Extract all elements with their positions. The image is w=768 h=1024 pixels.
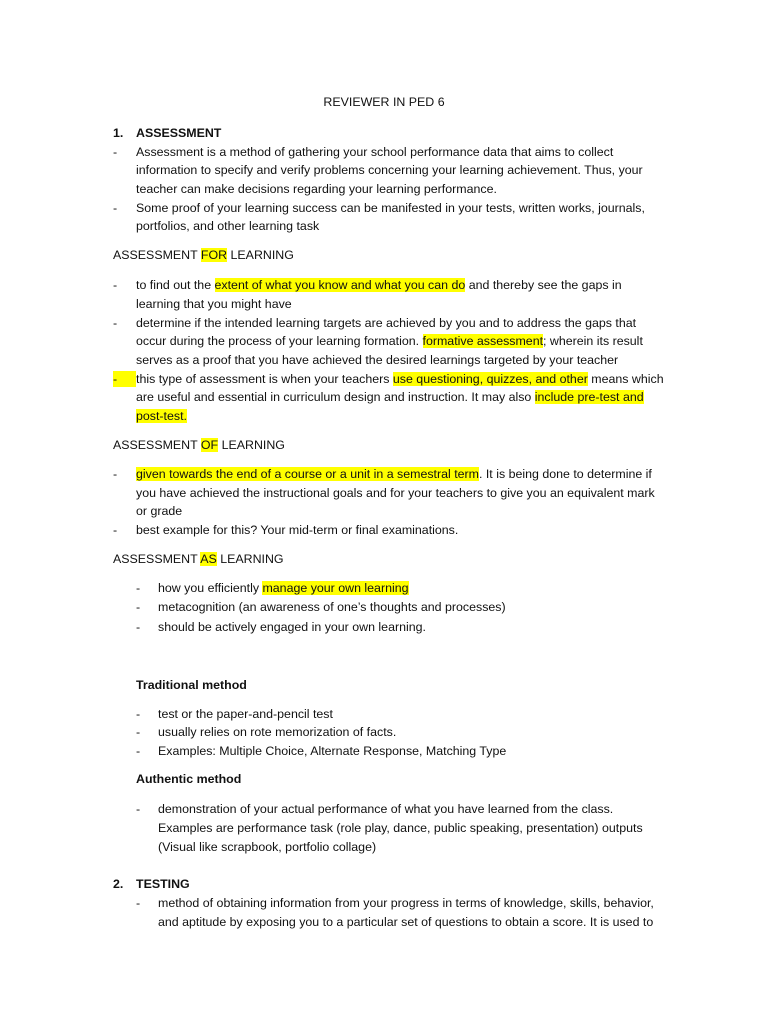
- bullet-dash: -: [136, 896, 141, 910]
- paragraph-line: best example for this? Your mid-term or final examinations.: [136, 523, 459, 537]
- subheading-text: LEARNING: [216, 552, 284, 566]
- subheading-text: ASSESSMENT: [113, 248, 201, 262]
- list-item: Examples: Multiple Choice, Alternate Response, Matching Type: [158, 744, 507, 758]
- highlight-text: formative assessment: [422, 334, 544, 348]
- text-run: means which: [587, 372, 664, 386]
- text-run: . It is being done to determine if: [478, 467, 652, 481]
- bullet-dash: -: [113, 278, 118, 292]
- subheading-text: ASSESSMENT: [113, 552, 201, 566]
- authentic-method-heading: Authentic method: [136, 772, 242, 786]
- highlight-text: use questioning, quizzes, and other: [392, 372, 588, 386]
- highlight-text: manage your own learning: [262, 581, 409, 595]
- paragraph-line: and aptitude by exposing you to a particular set of questions to obtain a score. It is used to: [158, 915, 654, 929]
- subheading-text: LEARNING: [227, 248, 294, 262]
- section-1-heading: ASSESSMENT: [136, 126, 222, 140]
- paragraph-line: [136, 389, 644, 405]
- paragraph-line: teacher can make decisions regarding your learning performance.: [136, 182, 497, 196]
- paragraph-line: Some proof of your learning success can be manifested in your tests, written works, journals,: [136, 201, 645, 215]
- section-2-number: 2.: [113, 877, 124, 891]
- paragraph-line: learning that you might have: [136, 297, 292, 311]
- paragraph-line: method of obtaining information from your progress in terms of knowledge, skills, behavior,: [158, 896, 654, 910]
- paragraph-line: portfolios, and other learning task: [136, 219, 320, 233]
- bullet-dash: -: [113, 523, 118, 537]
- highlight-text: post-test.: [136, 409, 187, 423]
- list-item: demonstration of your actual performance of what you have learned from the class.: [158, 802, 614, 816]
- text-run: how you efficiently: [158, 581, 263, 595]
- paragraph-line: information to specify and verify problems concerning your learning achievement. Thus, your: [136, 163, 643, 177]
- bullet-dash: -: [136, 744, 141, 758]
- list-item: usually relies on rote memorization of facts.: [158, 725, 397, 739]
- bullet-dash: -: [136, 802, 141, 816]
- paragraph-line: determine if the intended learning targets are achieved by you and to address the gaps that: [136, 316, 637, 330]
- paragraph-line: serves as a proof that you have achieved the desired learnings targeted by your teacher: [136, 353, 619, 367]
- bullet-dash: -: [136, 620, 141, 634]
- subheading-assessment-for-learning: [113, 247, 294, 263]
- paragraph-line: [136, 466, 652, 482]
- subheading-assessment-as-learning: [113, 551, 284, 567]
- paragraph-line: [136, 371, 664, 387]
- traditional-method-heading: Traditional method: [136, 678, 247, 692]
- highlight-keyword: FOR: [200, 248, 228, 262]
- subheading-assessment-of-learning: [113, 437, 285, 453]
- list-item: should be actively engaged in your own learning.: [158, 620, 426, 634]
- paragraph-line: you have achieved the instructional goals and for your teachers to give you an equivalent mark: [136, 486, 655, 500]
- bullet-dash: -: [136, 725, 141, 739]
- highlight-text: extent of what you know and what you can do: [214, 278, 466, 292]
- subheading-text: ASSESSMENT: [113, 438, 201, 452]
- bullet-dash: -: [136, 707, 141, 721]
- bullet-dash: -: [113, 201, 118, 215]
- paragraph-line: [136, 408, 187, 424]
- paragraph-line: [136, 277, 622, 293]
- document-title: REVIEWER IN PED 6: [323, 95, 445, 109]
- bullet-dash: -: [113, 316, 118, 330]
- paragraph-line: [136, 333, 643, 349]
- bullet-dash: -: [136, 600, 141, 614]
- section-2-heading: TESTING: [136, 877, 190, 891]
- text-run: this type of assessment is when your teachers: [136, 372, 393, 386]
- bullet-dash: -: [136, 581, 141, 595]
- text-run: ; wherein its result: [543, 334, 643, 348]
- list-item: metacognition (an awareness of one’s thoughts and processes): [158, 600, 506, 614]
- text-run: to find out the: [136, 278, 215, 292]
- subheading-text: LEARNING: [218, 438, 285, 452]
- bullet-dash: -: [113, 145, 118, 159]
- paragraph-line: or grade: [136, 504, 183, 518]
- bullet-dash-highlighted: -: [113, 371, 136, 387]
- list-item: test or the paper-and-pencil test: [158, 707, 333, 721]
- paragraph-line: Assessment is a method of gathering your school performance data that aims to collect: [136, 145, 614, 159]
- text-run: occur during the process of your learning formation.: [136, 334, 423, 348]
- section-1-number: 1.: [113, 126, 124, 140]
- text-run: and thereby see the gaps in: [465, 278, 622, 292]
- highlight-text: given towards the end of a course or a unit in a semestral term: [136, 467, 479, 481]
- highlight-text: include pre-test and: [534, 390, 644, 404]
- bullet-dash: -: [113, 467, 118, 481]
- list-item-continuation: (Visual like scrapbook, portfolio collage): [158, 840, 377, 854]
- highlight-keyword: OF: [200, 438, 219, 452]
- list-item-continuation: Examples are performance task (role play, dance, public speaking, presentation) outputs: [158, 821, 643, 835]
- list-item: [158, 580, 409, 596]
- highlight-keyword: AS: [200, 552, 217, 566]
- text-run: are useful and essential in curriculum design and instruction. It may also: [136, 390, 535, 404]
